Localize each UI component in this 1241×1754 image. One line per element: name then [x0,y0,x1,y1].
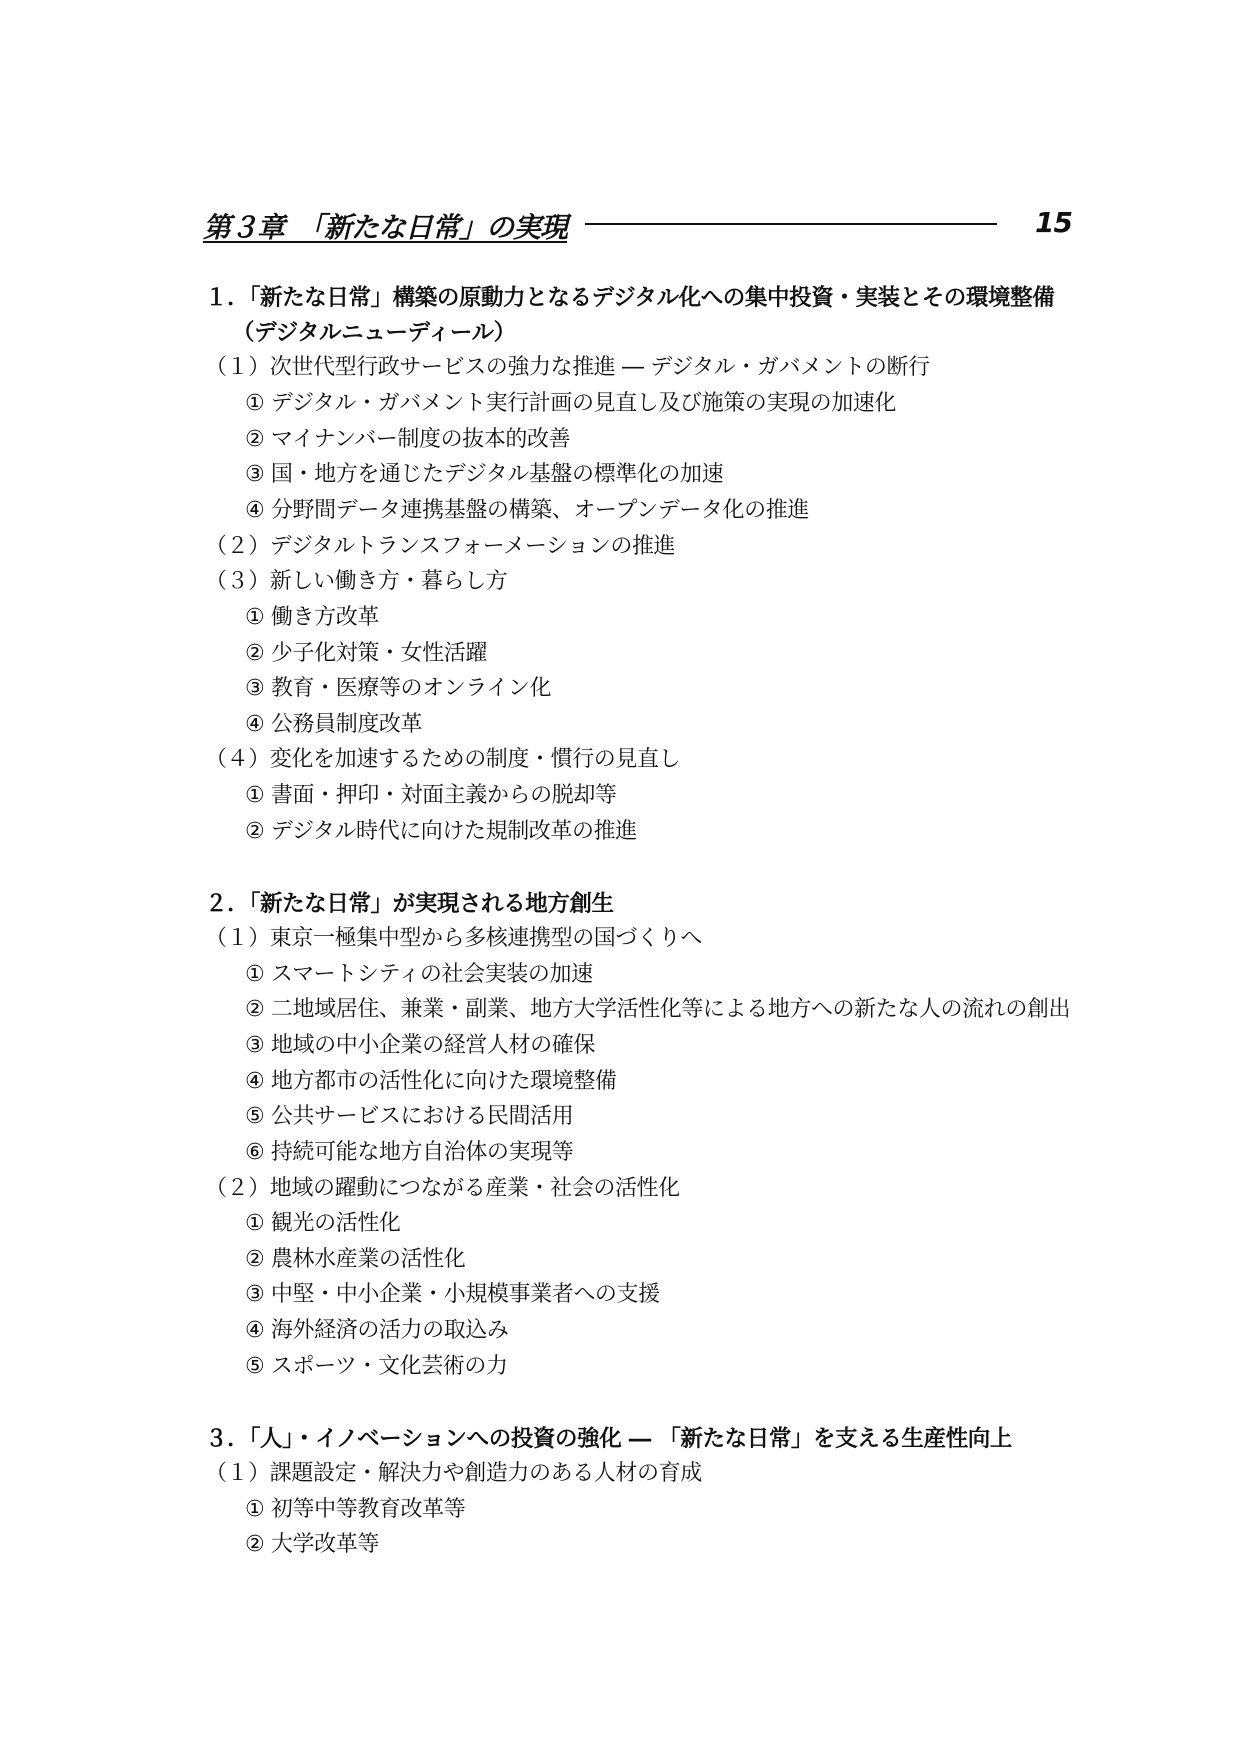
list-item: ① 観光の活性化 [245,1211,401,1236]
chapter-title: 第３章 「新たな日常」の実現 [203,211,568,244]
subsection-heading: （２）地域の躍動につながる産業・社会の活性化 [205,1176,680,1201]
list-item: ③ 地域の中小企業の経営人材の確保 [245,1033,595,1058]
list-item: ② マイナンバー制度の抜本的改善 [245,427,571,452]
subsection-heading: （３）新しい働き方・暮らし方 [205,569,508,594]
list-item: ② 大学改革等 [245,1532,379,1557]
subsection-heading: （４）変化を加速するための制度・慣行の見直し [205,747,681,772]
list-item: ④ 海外経済の活力の取込み [245,1318,509,1343]
section-heading-continued: （デジタルニューディール） [232,320,516,346]
list-item: ① 働き方改革 [245,605,379,630]
list-item: ⑤ 公共サービスにおける民間活用 [245,1104,574,1129]
list-item: ① 書面・押印・対面主義からの脱却等 [245,783,617,808]
section-heading: １．「新たな日常」構築の原動力となるデジタル化への集中投資・実装とその環境整備 [205,285,1055,311]
list-item: ② 農林水産業の活性化 [245,1247,466,1272]
subsection-heading: （１）東京一極集中型から多核連携型の国づくりへ [205,926,702,951]
chapter-header [203,202,1073,252]
section-heading: ２．「新たな日常」が実現される地方創生 [205,891,614,917]
list-item: ⑥ 持続可能な地方自治体の実現等 [245,1140,574,1165]
subsection-heading: （１）次世代型行政サービスの強力な推進 ― デジタル・ガバメントの断行 [205,355,930,380]
list-item: ④ 公務員制度改革 [245,712,423,737]
list-item: ② デジタル時代に向けた規制改革の推進 [245,819,637,844]
list-item: ⑤ スポーツ・文化芸術の力 [245,1354,508,1379]
list-item: ④ 地方都市の活性化に向けた環境整備 [245,1069,617,1094]
subsection-heading: （２）デジタルトランスフォーメーションの推進 [205,534,676,559]
list-item: ② 少子化対策・女性活躍 [245,641,487,666]
list-item: ④ 分野間データ連携基盤の構築、オープンデータ化の推進 [245,498,809,523]
subsection-heading: （１）課題設定・解決力や創造力のある人材の育成 [205,1461,702,1486]
list-item: ① デジタル・ガバメント実行計画の見直し及び施策の実現の加速化 [245,391,896,416]
list-item: ① 初等中等教育改革等 [245,1497,466,1522]
list-item: ③ 教育・医療等のオンライン化 [245,676,552,701]
header-rule [585,223,997,225]
page-number: 15 [1035,206,1072,239]
list-item: ① スマートシティの社会実装の加速 [245,962,593,987]
section-heading: ３．「人」・イノベーションへの投資の強化 ― 「新たな日常」を支える生産性向上 [205,1426,1012,1452]
list-item: ② 二地域居住、兼業・副業、地方大学活性化等による地方への新たな人の流れの創出 [245,997,1071,1022]
list-item: ③ 中堅・中小企業・小規模事業者への支援 [245,1282,660,1307]
list-item: ③ 国・地方を通じたデジタル基盤の標準化の加速 [245,462,724,487]
